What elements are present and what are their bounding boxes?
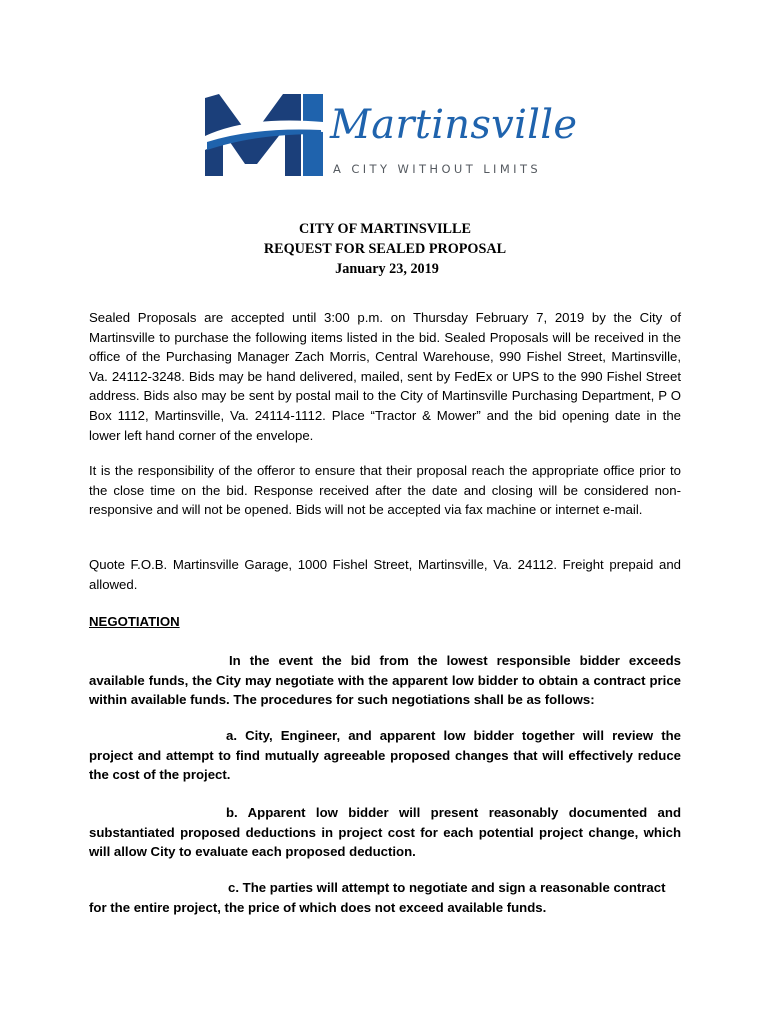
negotiation-item-a-text: a. City, Engineer, and apparent low bidder together will review the project and attempt to find mutually agreeable proposed changes that will effectively reduce the cost of the project. [89,728,681,783]
martinsville-m-logo-icon [205,92,325,178]
negotiation-item-b-text: b. Apparent low bidder will present reasonably documented and substantiated proposed deductions in project cost for each potential project change, which will allow City to evaluate each proposed deduction. [89,805,681,860]
heading-city: CITY OF MARTINSVILLE [299,221,471,237]
heading-request: REQUEST FOR SEALED PROPOSAL [263,241,507,257]
negotiation-intro [89,651,681,710]
paragraph-sealed-proposals: Sealed Proposals are accepted until 3:00 p.m. on Thursday February 7, 2019 by the City of Martinsville to purchase the following items listed in the bid. Sealed Proposals will be received in the office of the Purchasing Manager Zach Morris, Central Warehouse, 990 Fishel Street, Martinsville, Va. 24112-3248. Bids may be hand delivered, mailed, sent by FedEx or UPS to the 990 Fishel Street address. Bids also may be sent by postal mail to the City of Martinsville Purchasing Department, P O Box 1112, Martinsville, Va. 24114-1112. Place “Tractor & Mower” and the bid opening date in the lower left hand corner of the envelope. [89,310,681,443]
heading-date: January 23, 2019 [335,261,439,277]
negotiation-item-a [89,726,681,785]
negotiation-intro-text: In the event the bid from the lowest responsible bidder exceeds available funds, the City may negotiate with the apparent low bidder to obtain a contract price within available funds. The procedures for such negotiations shall be as follows: [89,653,681,708]
logo-tagline: A CITY WITHOUT LIMITS [333,162,542,176]
city-logo [205,92,578,182]
negotiation-item-b [89,803,681,862]
negotiation-item-c [89,878,669,917]
negotiation-title: NEGOTIATION [89,614,180,629]
paragraph-fob: Quote F.O.B. Martinsville Garage, 1000 Fishel Street, Martinsville, Va. 24112. Freight prepaid and allowed. [89,557,681,592]
negotiation-item-c-text: c. The parties will attempt to negotiate and sign a reasonable contract for the entire project, the price of which does not exceed available funds. [89,880,666,915]
paragraph-responsibility: It is the responsibility of the offeror to ensure that their proposal reach the appropriate office prior to the close time on the bid. Response received after the date and closing will be considered non-responsive and will not be opened. Bids will not be accepted via fax machine or internet e-mail. [89,463,681,518]
logo-wordmark: Martinsville [330,102,578,148]
